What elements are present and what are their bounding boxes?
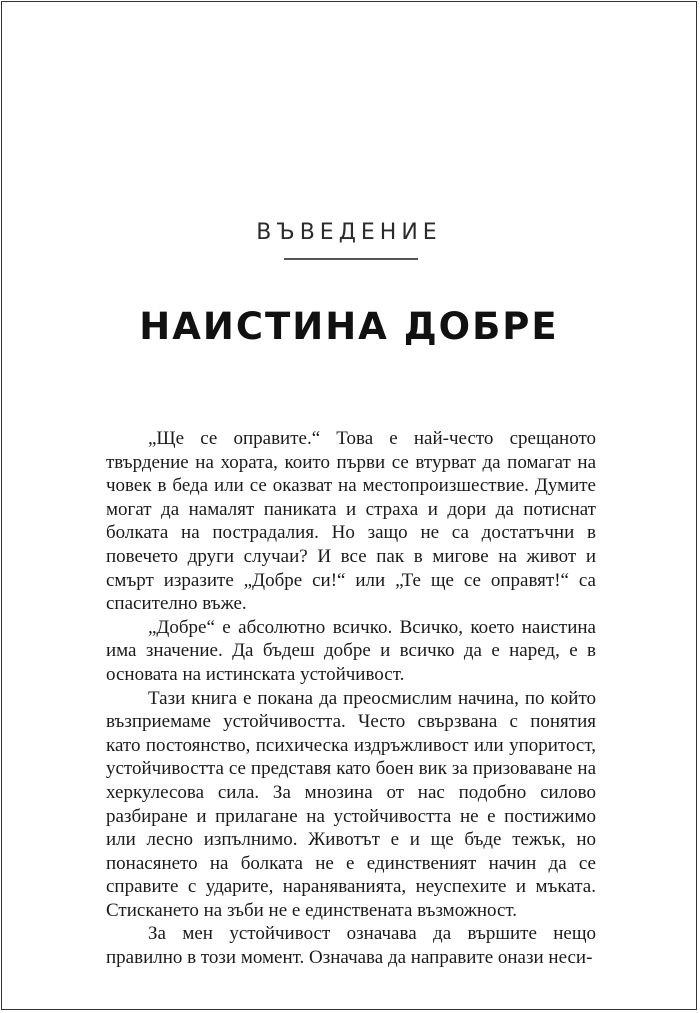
paragraph: „Ще се оправите.“ Това е най-често срещаното твърдение на хората, които първи се втурват да помагат на човек в беда или се оказват на местопроизшествие. Думите могат да намалят паниката и страха и дори да потиснат болката на пострадалия. Но защо не са достатъчни в повечето други случаи? И все пак в мигове на живот и смърт изразите „Добре си!“ или „Те ще се оправят!“ са спасително въже. bbox=[106, 428, 596, 615]
paragraph: За мен устойчивост означава да вършите нещо правилно в този момент. Означава да направите онази неси- bbox=[106, 923, 596, 969]
paragraph: „Добре“ е абсолютно всичко. Всичко, което наистина има значение. Да бъдеш добре и всичко да е наред, е в основата на истинската устойчивост. bbox=[106, 616, 596, 685]
paragraph: Тази книга е покана да преосмислим начина, по който възприемаме устойчивостта. Често свързвана с понятия като постоянство, психическа издръжливост или упоритост, устойчивостта се представя като боен вик за призоваване на херкулесова сила. За мнозина от нас подобно силово разбиране и прилагане на устойчивостта не е постижимо или лесно изпълнимо. Животът е и ще бъде тежък, но понасянето на болката не е единственият начин да се справите с ударите, нараняванията, неуспехите и мъката. Стискането на зъби не е единствената възможност. bbox=[106, 687, 596, 921]
chapter-divider bbox=[284, 258, 418, 260]
body-text bbox=[106, 427, 596, 970]
chapter-label: ВЪВЕДЕНИЕ bbox=[256, 220, 442, 245]
book-page bbox=[1, 1, 697, 1010]
chapter-title: НАИСТИНА ДОБРЕ bbox=[139, 305, 559, 348]
